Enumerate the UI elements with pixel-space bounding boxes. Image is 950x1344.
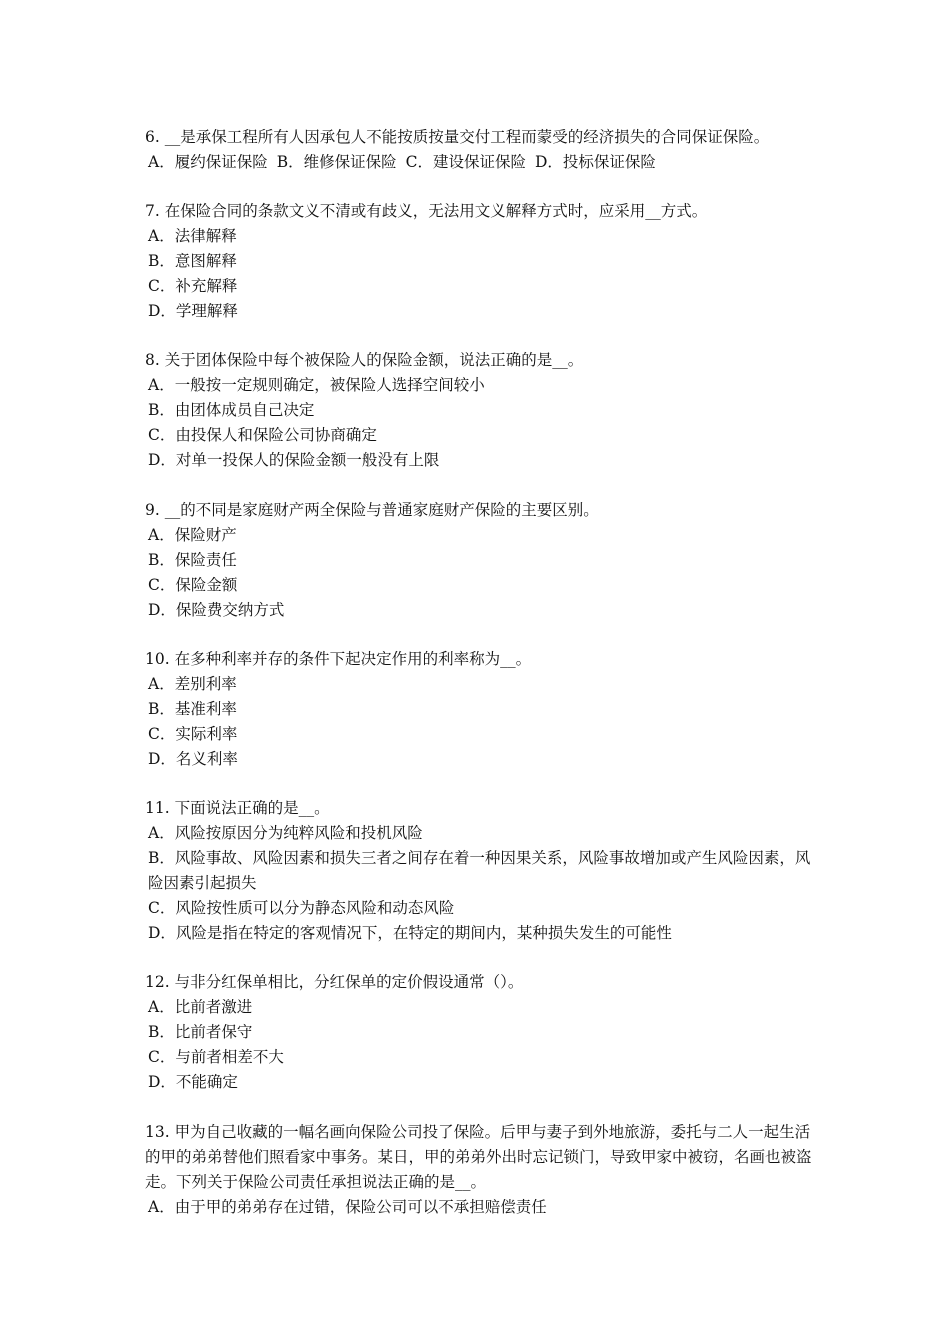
option-b: B．风险事故、风险因素和损失三者之间存在着一种因果关系，风险事故增加或产生风险因素，风险因素引起损失	[148, 849, 811, 892]
option-b: B．维修保证保险	[276, 153, 397, 171]
option-c: C．与前者相差不大	[148, 1048, 284, 1066]
option-a: A．比前者激进	[148, 998, 253, 1016]
question-stem: 11. 下面说法正确的是__。	[145, 799, 330, 817]
option-b: B．意图解释	[148, 252, 237, 270]
option-b: B．比前者保守	[148, 1023, 253, 1041]
question-8	[145, 348, 813, 473]
option-a: A．由于甲的弟弟存在过错，保险公司可以不承担赔偿责任	[148, 1198, 547, 1216]
option-b: B．保险责任	[148, 551, 237, 569]
option-d: D．风险是指在特定的客观情况下，在特定的期间内，某种损失发生的可能性	[148, 924, 672, 942]
option-c: C．建设保证保险	[405, 153, 526, 171]
question-9	[145, 498, 813, 623]
question-stem: 7. 在保险合同的条款文义不清或有歧义，无法用文义解释方式时，应采用__方式。	[145, 202, 708, 220]
option-a: A．保险财产	[148, 526, 237, 544]
option-d: D．不能确定	[148, 1073, 238, 1091]
question-stem: 13. 甲为自己收藏的一幅名画向保险公司投了保险。后甲与妻子到外地旅游，委托与二人一起生活的甲的弟弟替他们照看家中事务。某日，甲的弟弟外出时忘记锁门，导致甲家中被窃，名画也被盗走。下列关于保险公司责任承担说法正确的是__。	[145, 1123, 812, 1191]
option-d: D．保险费交纳方式	[148, 601, 285, 619]
option-a: A．风险按原因分为纯粹风险和投机风险	[148, 824, 423, 842]
question-11	[145, 796, 813, 946]
option-c: C．由投保人和保险公司协商确定	[148, 426, 377, 444]
option-c: C．实际利率	[148, 725, 238, 743]
question-13	[145, 1120, 813, 1220]
question-stem: 8. 关于团体保险中每个被保险人的保险金额，说法正确的是__。	[145, 351, 584, 369]
option-a: A．履约保证保险	[148, 153, 268, 171]
option-d: D．投标保证保险	[534, 153, 656, 171]
option-d: D．对单一投保人的保险金额一般没有上限	[148, 451, 440, 469]
option-b: B．由团体成员自己决定	[148, 401, 315, 419]
option-c: C．风险按性质可以分为静态风险和动态风险	[148, 899, 455, 917]
question-stem: 9. __的不同是家庭财产两全保险与普通家庭财产保险的主要区别。	[145, 501, 599, 519]
question-12	[145, 970, 813, 1095]
question-6	[145, 125, 813, 175]
option-c: C．补充解释	[148, 277, 238, 295]
question-stem: 10. 在多种利率并存的条件下起决定作用的利率称为__。	[145, 650, 532, 668]
option-d: D．名义利率	[148, 750, 238, 768]
question-10	[145, 647, 813, 772]
question-stem: 6. __是承保工程所有人因承包人不能按质按量交付工程而蒙受的经济损失的合同保证保险。	[145, 128, 770, 146]
option-row	[145, 150, 813, 175]
option-b: B．基准利率	[148, 700, 237, 718]
option-a: A．差别利率	[148, 675, 237, 693]
question-stem: 12. 与非分红保单相比，分红保单的定价假设通常（）。	[145, 973, 524, 991]
option-a: A．法律解释	[148, 227, 237, 245]
option-c: C．保险金额	[148, 576, 238, 594]
question-7	[145, 199, 813, 324]
option-a: A．一般按一定规则确定，被保险人选择空间较小	[148, 376, 485, 394]
option-d: D．学理解释	[148, 302, 238, 320]
